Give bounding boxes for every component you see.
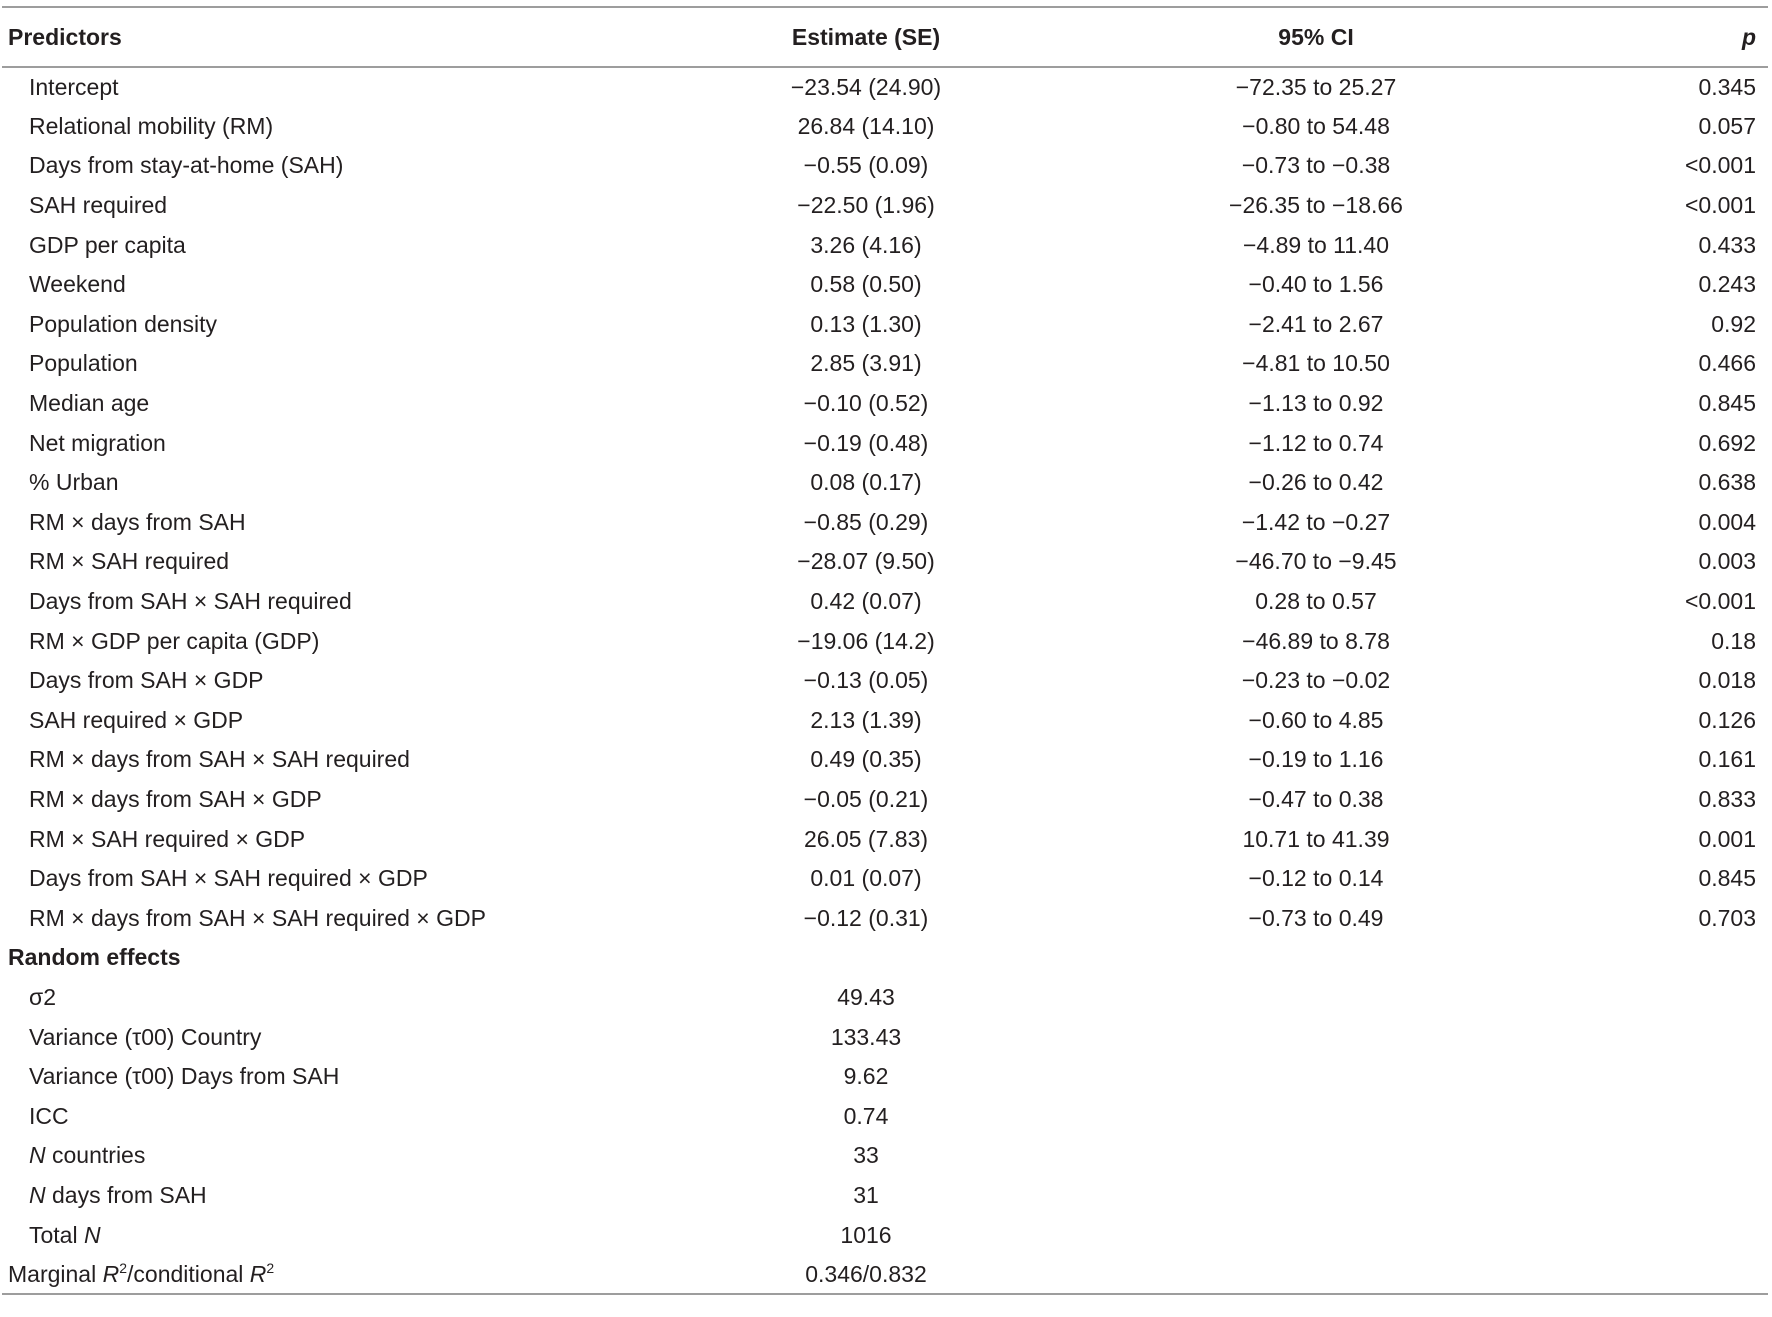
- estimate-cell: −0.05 (0.21): [803, 785, 929, 812]
- predictor-cell: Days from SAH × GDP: [29, 667, 264, 694]
- regression-table: [2, 6, 1768, 1295]
- header-predictors: Predictors: [2, 7, 665, 67]
- predictor-cell: % Urban: [29, 469, 119, 496]
- table-body: [2, 67, 1768, 1294]
- p-value-cell: 0.018: [1698, 667, 1756, 694]
- table-header-row: [2, 7, 1768, 67]
- p-value-cell: 0.057: [1698, 112, 1756, 139]
- p-value-cell: 0.004: [1698, 508, 1756, 535]
- ci-cell: −0.47 to 0.38: [1248, 785, 1384, 812]
- random-effect-label: σ2: [29, 983, 56, 1010]
- ci-cell: −0.26 to 0.42: [1248, 469, 1384, 496]
- table-row: [2, 1057, 1768, 1097]
- italic-n: N: [83, 1221, 101, 1248]
- ci-cell: −0.60 to 4.85: [1248, 706, 1384, 733]
- p-value-cell: <0.001: [1685, 152, 1756, 179]
- random-effect-value: 1016: [840, 1221, 892, 1248]
- table-row: [2, 780, 1768, 820]
- ci-cell: −72.35 to 25.27: [1235, 73, 1397, 100]
- estimate-cell: 2.85 (3.91): [810, 350, 922, 377]
- random-effect-value: 0.74: [843, 1102, 889, 1129]
- random-effect-label: Variance (τ00) Country: [29, 1023, 262, 1050]
- table-row: [2, 107, 1768, 147]
- table-row: [2, 661, 1768, 701]
- p-value-cell: 0.433: [1698, 231, 1756, 258]
- ci-cell: −0.80 to 54.48: [1242, 112, 1390, 139]
- table-row: [2, 1255, 1768, 1295]
- predictor-cell: RM × days from SAH: [29, 508, 246, 535]
- ci-cell: −0.73 to −0.38: [1241, 152, 1391, 179]
- predictor-cell: Days from SAH × SAH required × GDP: [29, 865, 428, 892]
- italic-n: N: [29, 1142, 46, 1169]
- italic-n: N: [29, 1181, 46, 1208]
- predictor-cell: RM × days from SAH × GDP: [29, 785, 322, 812]
- ci-cell: −0.23 to −0.02: [1241, 667, 1391, 694]
- table-row: [2, 542, 1768, 582]
- table-row: [2, 938, 1768, 978]
- predictor-cell: Weekend: [29, 271, 126, 298]
- table-row: [2, 1096, 1768, 1136]
- p-value-cell: 0.003: [1698, 548, 1756, 575]
- ci-cell: −4.89 to 11.40: [1242, 231, 1389, 258]
- table-row: [2, 582, 1768, 622]
- table-row: [2, 1017, 1768, 1057]
- predictor-cell: Population density: [29, 310, 217, 337]
- estimate-cell: 0.42 (0.07): [810, 588, 922, 615]
- predictor-cell: RM × SAH required: [29, 548, 230, 575]
- predictor-cell: Population: [29, 350, 138, 377]
- table-row: [2, 423, 1768, 463]
- predictor-cell: SAH required: [29, 192, 168, 219]
- table-row: [2, 1215, 1768, 1255]
- table-row: [2, 305, 1768, 345]
- ci-cell: −0.12 to 0.14: [1248, 865, 1384, 892]
- estimate-cell: 26.84 (14.10): [797, 112, 935, 139]
- estimate-cell: 3.26 (4.16): [810, 231, 922, 258]
- table-row: [2, 146, 1768, 186]
- ci-cell: −1.13 to 0.92: [1248, 390, 1384, 417]
- table-row: [2, 740, 1768, 780]
- table-row: [2, 67, 1768, 107]
- label-text: countries: [45, 1142, 146, 1169]
- label-text: /conditional: [127, 1260, 250, 1287]
- ci-cell: 10.71 to 41.39: [1242, 825, 1390, 852]
- ci-cell: −4.81 to 10.50: [1242, 350, 1390, 377]
- predictor-cell: SAH required × GDP: [29, 706, 244, 733]
- estimate-cell: 2.13 (1.39): [810, 706, 922, 733]
- random-effect-label: [2, 1215, 665, 1255]
- p-value-cell: <0.001: [1685, 192, 1756, 219]
- estimate-cell: −0.12 (0.31): [803, 904, 929, 931]
- ci-cell: −46.89 to 8.78: [1242, 627, 1390, 654]
- estimate-cell: −23.54 (24.90): [790, 73, 942, 100]
- p-value-cell: 0.703: [1698, 904, 1756, 931]
- table-row: [2, 701, 1768, 741]
- predictor-cell: Days from stay-at-home (SAH): [29, 152, 344, 179]
- estimate-cell: 0.08 (0.17): [810, 469, 922, 496]
- predictor-cell: Relational mobility (RM): [29, 112, 274, 139]
- estimate-cell: 0.13 (1.30): [810, 310, 922, 337]
- p-value-cell: 0.161: [1698, 746, 1756, 773]
- random-effect-value: 31: [853, 1181, 879, 1208]
- random-effect-value: 33: [853, 1142, 879, 1169]
- estimate-cell: −0.13 (0.05): [803, 667, 929, 694]
- predictor-cell: RM × GDP per capita (GDP): [29, 627, 320, 654]
- estimate-cell: −0.19 (0.48): [803, 429, 929, 456]
- predictor-cell: RM × days from SAH × SAH required: [29, 746, 410, 773]
- ci-cell: −0.19 to 1.16: [1248, 746, 1384, 773]
- estimate-cell: 0.58 (0.50): [810, 271, 922, 298]
- table-row: [2, 819, 1768, 859]
- p-value-cell: <0.001: [1685, 588, 1756, 615]
- p-value-cell: 0.001: [1698, 825, 1756, 852]
- italic-r: R: [102, 1260, 120, 1287]
- random-effect-value: 133.43: [830, 1023, 902, 1050]
- p-value-cell: 0.833: [1698, 785, 1756, 812]
- random-effect-value: 49.43: [837, 983, 895, 1010]
- random-effect-label: Variance (τ00) Days from SAH: [29, 1063, 340, 1090]
- table-row: [2, 978, 1768, 1018]
- estimate-cell: −0.10 (0.52): [803, 390, 929, 417]
- table-row: [2, 186, 1768, 226]
- ci-cell: −0.40 to 1.56: [1248, 271, 1384, 298]
- predictor-cell: RM × SAH required × GDP: [29, 825, 306, 852]
- p-value-cell: 0.126: [1698, 706, 1756, 733]
- superscript: 2: [266, 1259, 275, 1276]
- p-value-cell: 0.18: [1711, 627, 1756, 654]
- ci-cell: −1.12 to 0.74: [1248, 429, 1384, 456]
- random-effect-label: [2, 1136, 665, 1176]
- table-row: [2, 898, 1768, 938]
- table-row: [2, 621, 1768, 661]
- ci-cell: 0.28 to 0.57: [1255, 588, 1377, 615]
- r-squared-value: 0.346/0.832: [665, 1255, 1067, 1295]
- random-effect-value: 9.62: [843, 1063, 889, 1090]
- estimate-cell: −0.85 (0.29): [803, 508, 929, 535]
- p-value-cell: 0.345: [1698, 73, 1756, 100]
- p-value-cell: 0.92: [1711, 310, 1756, 337]
- estimate-cell: −19.06 (14.2): [797, 627, 935, 654]
- table-row: [2, 463, 1768, 503]
- estimate-cell: −22.50 (1.96): [797, 192, 935, 219]
- table-row: [2, 225, 1768, 265]
- ci-cell: −1.42 to −0.27: [1241, 508, 1391, 535]
- label-text: Marginal: [8, 1260, 103, 1287]
- ci-cell: −46.70 to −9.45: [1235, 548, 1397, 575]
- header-p: p: [1565, 7, 1768, 67]
- predictor-cell: Days from SAH × SAH required: [29, 588, 352, 615]
- italic-r: R: [249, 1260, 267, 1287]
- predictor-cell: Intercept: [29, 73, 119, 100]
- predictor-cell: GDP per capita: [29, 231, 186, 258]
- p-value-cell: 0.243: [1698, 271, 1756, 298]
- table-row: [2, 1136, 1768, 1176]
- random-effect-label: ICC: [29, 1102, 69, 1129]
- predictor-cell: Median age: [29, 390, 150, 417]
- estimate-cell: 0.01 (0.07): [810, 865, 922, 892]
- p-value-cell: 0.845: [1698, 390, 1756, 417]
- table-row: [2, 384, 1768, 424]
- label-text: days from SAH: [45, 1181, 207, 1208]
- p-value-cell: 0.692: [1698, 429, 1756, 456]
- ci-cell: −0.73 to 0.49: [1248, 904, 1384, 931]
- ci-cell: −2.41 to 2.67: [1248, 310, 1384, 337]
- table-row: [2, 265, 1768, 305]
- header-estimate: Estimate (SE): [665, 7, 1067, 67]
- p-value-cell: 0.845: [1698, 865, 1756, 892]
- label-text: Total: [29, 1221, 84, 1248]
- estimate-cell: 26.05 (7.83): [803, 825, 929, 852]
- p-value-cell: 0.638: [1698, 469, 1756, 496]
- header-ci: 95% CI: [1067, 7, 1565, 67]
- random-effects-heading: Random effects: [8, 944, 181, 971]
- predictor-cell: Net migration: [29, 429, 166, 456]
- ci-cell: −26.35 to −18.66: [1229, 192, 1403, 219]
- superscript: 2: [119, 1259, 128, 1276]
- estimate-cell: −0.55 (0.09): [803, 152, 929, 179]
- p-value-cell: 0.466: [1698, 350, 1756, 377]
- table-row: [2, 859, 1768, 899]
- random-effect-label: [2, 1176, 665, 1216]
- estimate-cell: −28.07 (9.50): [797, 548, 935, 575]
- r-squared-label: [2, 1255, 665, 1295]
- table-row: [2, 503, 1768, 543]
- table-row: [2, 1176, 1768, 1216]
- predictor-cell: RM × days from SAH × SAH required × GDP: [29, 904, 486, 931]
- table-row: [2, 344, 1768, 384]
- estimate-cell: 0.49 (0.35): [810, 746, 922, 773]
